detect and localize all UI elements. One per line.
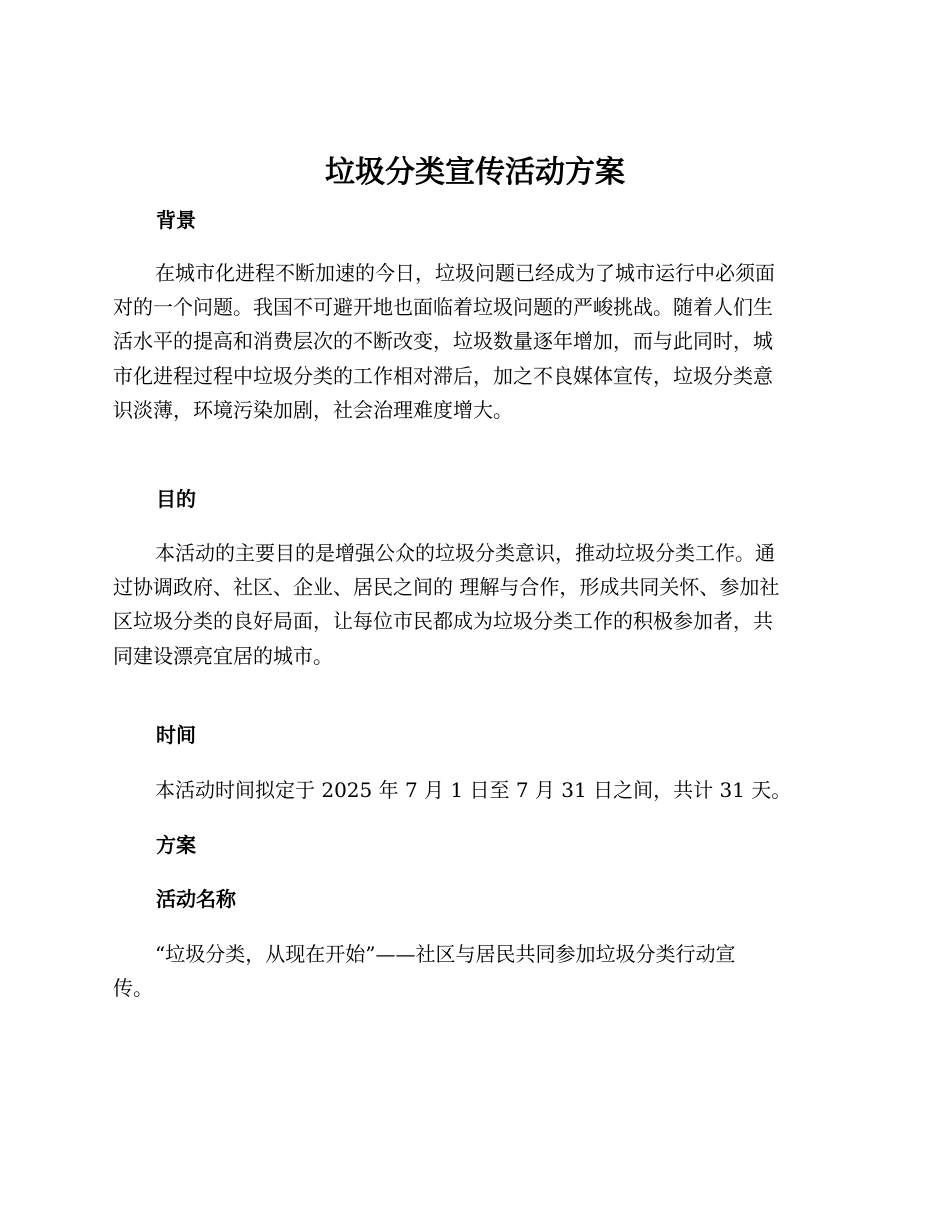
- section-heading-time: 时间: [156, 723, 196, 747]
- paragraph-line: 识淡薄，环境污染加剧，社会治理难度增大。: [113, 397, 513, 422]
- paragraph-line: 区垃圾分类的良好局面，让每位市民都成为垃圾分类工作的积极参加者，共: [113, 609, 773, 634]
- section-heading-purpose: 目的: [156, 487, 196, 511]
- section-paragraph-time: [113, 773, 835, 807]
- paragraph-line: 对的一个问题。我国不可避开地也面临着垃圾问题的严峻挑战。随着人们生: [113, 295, 773, 320]
- paragraph-line: “垃圾分类，从现在开始”——社区与居民共同参加垃圾分类行动宣: [155, 942, 736, 966]
- paragraph-line: 在城市化进程不断加速的今日，垃圾问题已经成为了城市运行中必须面: [155, 261, 775, 285]
- paragraph-line: 市化进程过程中垃圾分类的工作相对滞后，加之不良媒体宣传，垃圾分类意: [113, 363, 773, 388]
- paragraph-line: 活水平的提高和消费层次的不断改变，垃圾数量逐年增加，而与此同时，城: [113, 329, 773, 354]
- section-heading-activity-name: 活动名称: [156, 887, 236, 911]
- paragraph-line: 传。: [113, 976, 153, 1001]
- paragraph-line: 本活动的主要目的是增强公众的垃圾分类意识，推动垃圾分类工作。通: [155, 541, 775, 565]
- section-heading-plan: 方案: [156, 833, 196, 857]
- paragraph-line: 过协调政府、社区、企业、居民之间的 理解与合作，形成共同关怀、参加社: [113, 575, 780, 600]
- section-heading-background: 背景: [156, 208, 196, 232]
- paragraph-line: 本活动时间拟定于 2025 年 7 月 1 日至 7 月 31 日之间，共计 31 天。: [155, 778, 792, 802]
- section-paragraph-activity-name: [113, 937, 835, 1005]
- section-paragraph-background: [113, 256, 835, 427]
- document-title: 垃圾分类宣传活动方案: [325, 155, 625, 190]
- section-paragraph-purpose: [113, 536, 835, 673]
- paragraph-line: 同建设漂亮宜居的城市。: [113, 643, 333, 668]
